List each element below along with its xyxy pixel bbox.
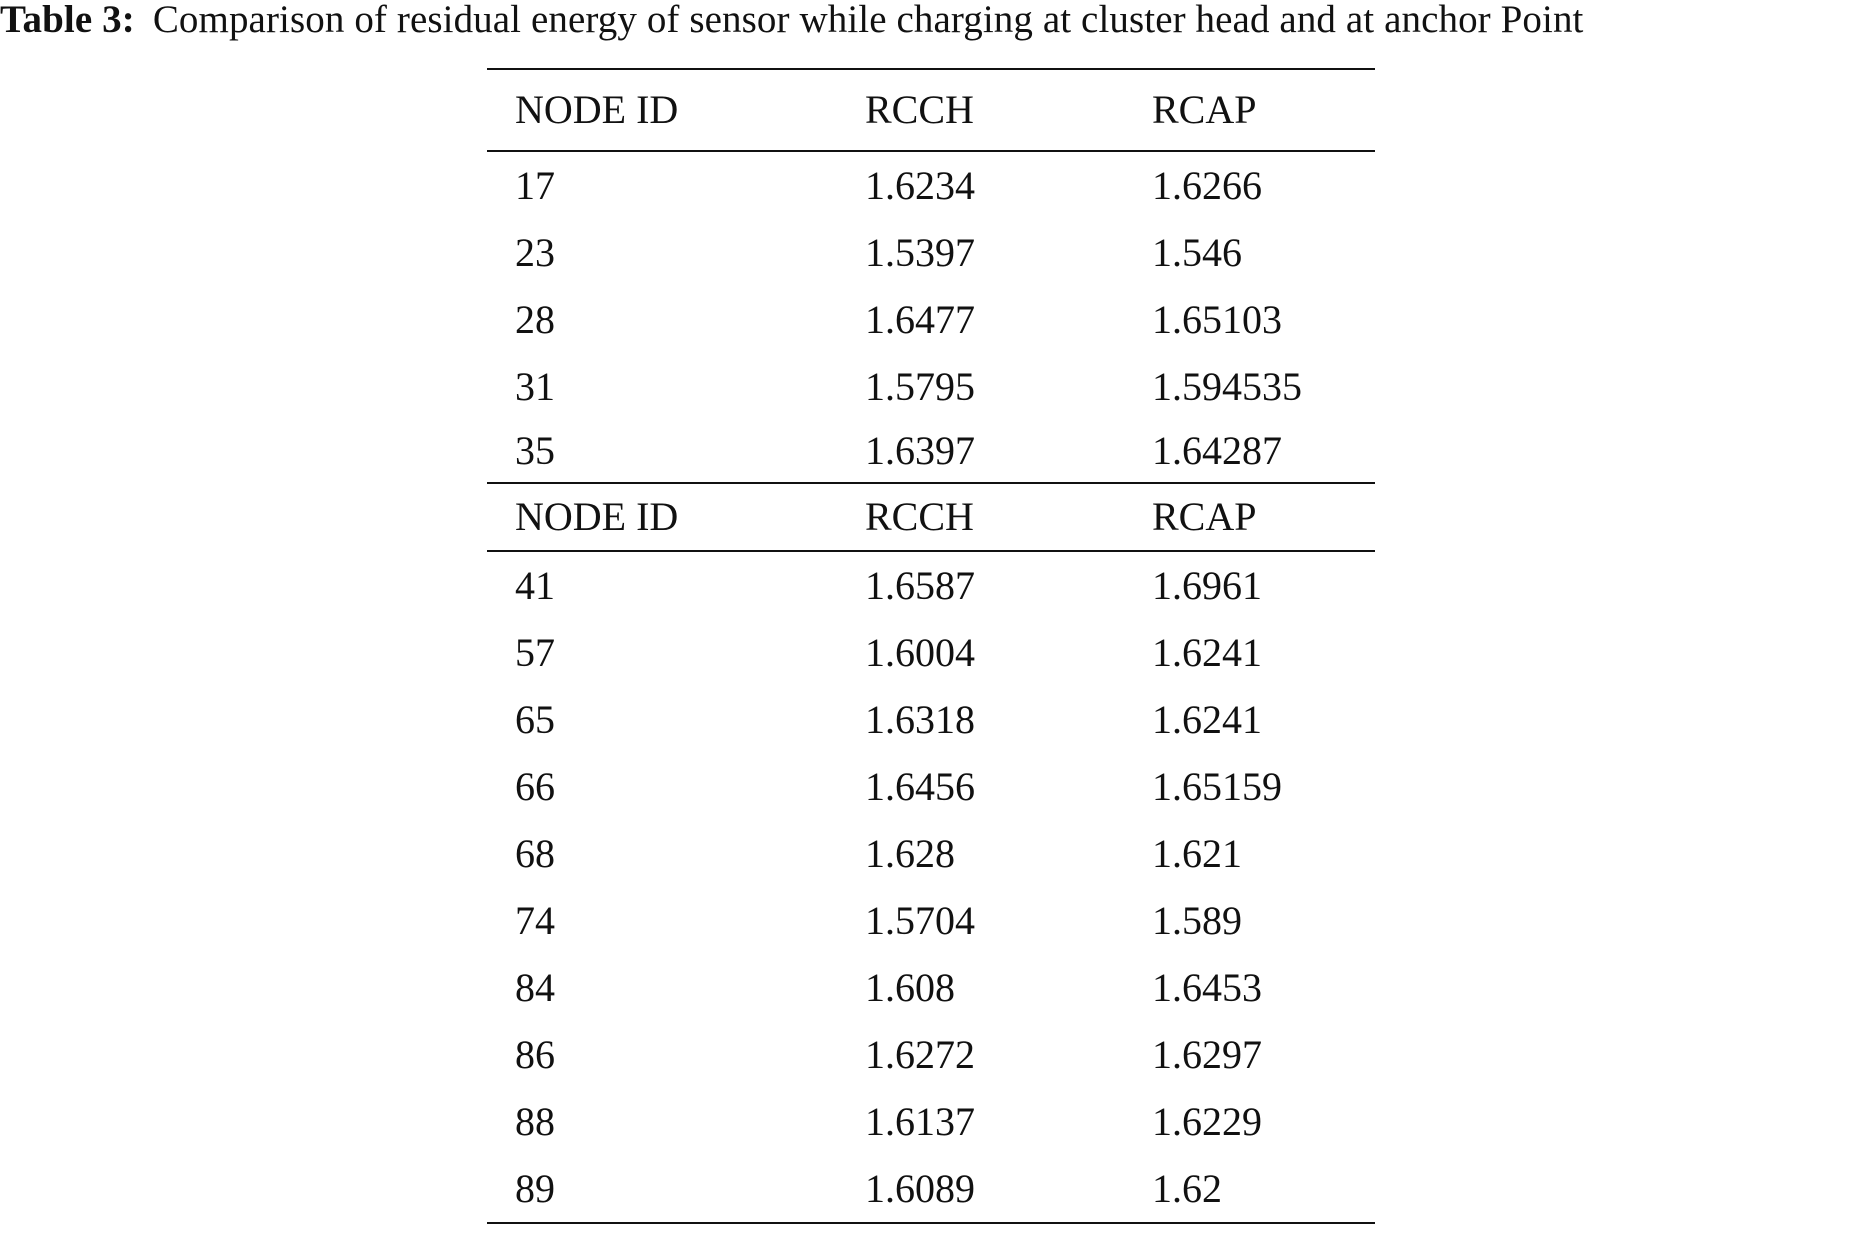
cell-rcch: 1.5795 xyxy=(865,364,975,409)
cell-rcap: 1.621 xyxy=(1152,831,1242,876)
table-row xyxy=(487,1155,1375,1223)
cell-rcch: 1.6272 xyxy=(865,1032,975,1077)
table-row xyxy=(487,954,1375,1021)
cell-rcch: 1.5397 xyxy=(865,230,975,275)
table-row xyxy=(487,286,1375,353)
cell-rcch: 1.6587 xyxy=(865,563,975,608)
residual-energy-table xyxy=(487,68,1375,1224)
cell-rcap: 1.6241 xyxy=(1152,697,1262,742)
cell-rcch: 1.6004 xyxy=(865,630,975,675)
cell-node-id: 89 xyxy=(515,1166,555,1211)
cell-rcap: 1.546 xyxy=(1152,230,1242,275)
table-row xyxy=(487,619,1375,686)
table-row xyxy=(487,551,1375,619)
cell-rcch: 1.608 xyxy=(865,965,955,1010)
cell-rcch: 1.5704 xyxy=(865,898,975,943)
cell-node-id: 57 xyxy=(515,630,555,675)
cell-rcap: 1.65159 xyxy=(1152,764,1282,809)
table-row xyxy=(487,219,1375,286)
cell-node-id: 74 xyxy=(515,898,555,943)
cell-node-id: 84 xyxy=(515,965,555,1010)
cell-rcap: 1.589 xyxy=(1152,898,1242,943)
cell-rcap: 1.6266 xyxy=(1152,163,1262,208)
cell-rcap: 1.6229 xyxy=(1152,1099,1262,1144)
table-header-row-repeat xyxy=(487,483,1375,551)
caption-text: Comparison of residual energy of sensor while charging at cluster head and at anchor Point xyxy=(152,0,1584,41)
column-header-rcap: RCAP xyxy=(1152,494,1257,539)
cell-node-id: 68 xyxy=(515,831,555,876)
cell-rcch: 1.6089 xyxy=(865,1166,975,1211)
cell-node-id: 23 xyxy=(515,230,555,275)
cell-node-id: 28 xyxy=(515,297,555,342)
cell-rcch: 1.6234 xyxy=(865,163,975,208)
cell-rcap: 1.65103 xyxy=(1152,297,1282,342)
table-row xyxy=(487,1021,1375,1088)
column-header-node-id: NODE ID xyxy=(515,494,679,539)
cell-rcch: 1.6477 xyxy=(865,297,975,342)
cell-node-id: 86 xyxy=(515,1032,555,1077)
cell-node-id: 41 xyxy=(515,563,555,608)
column-header-node-id: NODE ID xyxy=(515,87,679,132)
table-row xyxy=(487,420,1375,483)
cell-node-id: 88 xyxy=(515,1099,555,1144)
cell-rcap: 1.6453 xyxy=(1152,965,1262,1010)
column-header-rcap: RCAP xyxy=(1152,87,1257,132)
table-row xyxy=(487,151,1375,219)
cell-rcch: 1.6397 xyxy=(865,428,975,473)
cell-node-id: 35 xyxy=(515,428,555,473)
table-row xyxy=(487,686,1375,753)
cell-rcch: 1.6318 xyxy=(865,697,975,742)
table-row xyxy=(487,820,1375,887)
table-caption xyxy=(0,0,1866,44)
table-row xyxy=(487,887,1375,954)
cell-rcap: 1.64287 xyxy=(1152,428,1282,473)
caption-label: Table 3: xyxy=(0,0,135,41)
cell-rcch: 1.6456 xyxy=(865,764,975,809)
table-row xyxy=(487,353,1375,420)
cell-rcap: 1.594535 xyxy=(1152,364,1302,409)
cell-rcap: 1.6297 xyxy=(1152,1032,1262,1077)
cell-node-id: 17 xyxy=(515,163,555,208)
column-header-rcch: RCCH xyxy=(865,87,974,132)
cell-node-id: 31 xyxy=(515,364,555,409)
cell-rcap: 1.6961 xyxy=(1152,563,1262,608)
table-row xyxy=(487,753,1375,820)
cell-rcch: 1.6137 xyxy=(865,1099,975,1144)
table-row xyxy=(487,1088,1375,1155)
cell-node-id: 65 xyxy=(515,697,555,742)
cell-rcch: 1.628 xyxy=(865,831,955,876)
cell-node-id: 66 xyxy=(515,764,555,809)
cell-rcap: 1.62 xyxy=(1152,1166,1222,1211)
cell-rcap: 1.6241 xyxy=(1152,630,1262,675)
table-header-row xyxy=(487,69,1375,151)
column-header-rcch: RCCH xyxy=(865,494,974,539)
